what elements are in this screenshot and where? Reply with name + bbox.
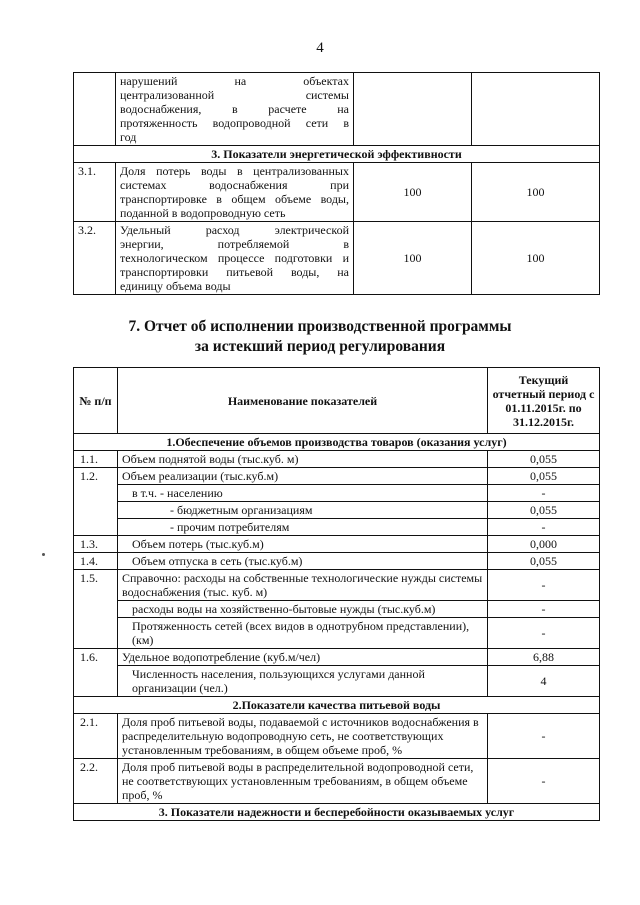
table-row: расходы воды на хозяйственно-бытовые нужды (тыс.куб.м) - [74, 601, 600, 618]
section-title: 1.Обеспечение объемов производства товаров (оказания услуг) [74, 434, 600, 451]
header-name: Наименование показателей [118, 368, 488, 434]
row-value: 100 [472, 163, 600, 222]
row-value: 100 [354, 163, 472, 222]
section-title: 2.Показатели качества питьевой воды [74, 697, 600, 714]
section-title: 3. Показатели надежности и бесперебойности оказываемых услуг [74, 804, 600, 821]
report-heading-line1: 7. Отчет об исполнении производственной программы [128, 318, 512, 335]
section-row [74, 804, 600, 821]
table-row: 1.1. Объем поднятой воды (тыс.куб. м) 0,055 [74, 451, 600, 468]
table-row: 1.3. Объем потерь (тыс.куб.м) 0,000 [74, 536, 600, 553]
continuation-table [73, 72, 600, 295]
row-value: 100 [354, 222, 472, 295]
row-number: 3.1. [74, 163, 116, 222]
table-row: 2.2. Доля проб питьевой воды в распределительной водопроводной сети, не соответствующих установленным требованиям, в общем объеме проб, % - [74, 759, 600, 804]
header-period: Текущий отчетный период с 01.11.2015г. по 31.12.2015г. [488, 368, 600, 434]
report-heading-line2: за истекший период регулирования [194, 338, 446, 355]
row-value: 100 [472, 222, 600, 295]
header-row [74, 368, 600, 434]
continuation-text: нарушений на объектах централизованной системы водоснабжения, в расчете на протяженность водопроводной сети в год [116, 73, 354, 146]
table-row: 1.5. Справочно: расходы на собственные технологические нужды системы водоснабжения (тыс. куб. м) - [74, 570, 600, 601]
table-row: Численность населения, пользующихся услугами данной организации (чел.) 4 [74, 666, 600, 697]
table-row: 1.6. Удельное водопотребление (куб.м/чел) 6,88 [74, 649, 600, 666]
table-row [74, 163, 600, 222]
header-num: № п/п [74, 368, 118, 434]
row-description: Доля потерь воды в централизованных системах водоснабжения при транспортировке в общем объеме воды, поданной в водопроводную сеть [116, 163, 354, 222]
table-row [74, 222, 600, 295]
section-title: 3. Показатели энергетической эффективности [74, 146, 600, 163]
section-row [74, 434, 600, 451]
table-row: в т.ч. - населению - [74, 485, 600, 502]
margin-dot [42, 553, 45, 556]
page-number: 4 [316, 40, 324, 56]
section-row [74, 697, 600, 714]
table-row: - прочим потребителям - [74, 519, 600, 536]
report-table [73, 367, 600, 821]
row-number: 3.2. [74, 222, 116, 295]
row-description: Удельный расход электрической энергии, потребляемой в технологическом процессе подготовки и транспортировки питьевой воды, на единицу объема воды [116, 222, 354, 295]
table-row: 2.1. Доля проб питьевой воды, подаваемой с источников водоснабжения в распределительную водопроводную сеть, не соответствующих установленным требованиям, в общем объеме проб, % - [74, 714, 600, 759]
section-row [74, 146, 600, 163]
table-row: 1.2. Объем реализации (тыс.куб.м) 0,055 [74, 468, 600, 485]
table-row [74, 73, 600, 146]
table-row: - бюджетным организациям 0,055 [74, 502, 600, 519]
table-row: 1.4. Объем отпуска в сеть (тыс.куб.м) 0,055 [74, 553, 600, 570]
table-row: Протяженность сетей (всех видов в однотрубном представлении), (км) - [74, 618, 600, 649]
